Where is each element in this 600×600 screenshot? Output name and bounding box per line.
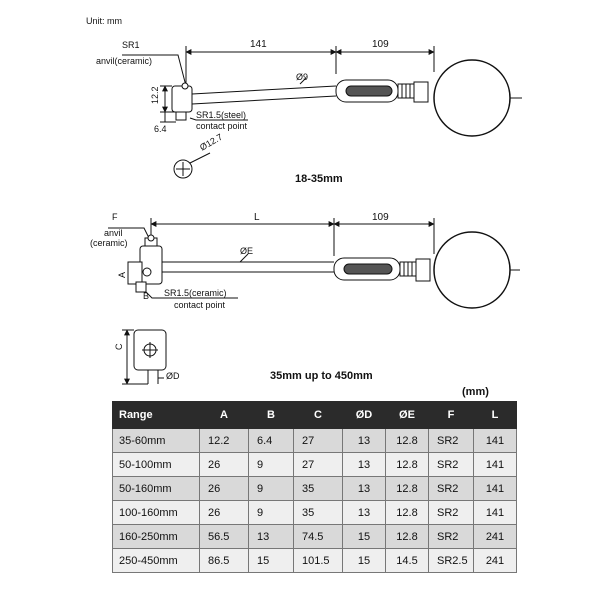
- cell-e: 12.8: [386, 477, 429, 501]
- cell-e: 12.8: [386, 453, 429, 477]
- cell-d: 13: [343, 501, 386, 525]
- dim-141-label: 141: [250, 39, 267, 50]
- unit-label: Unit: mm: [86, 16, 122, 26]
- top-grip-inner: [346, 86, 392, 96]
- bottom-head-body: [140, 246, 162, 284]
- contact-point-label-bottom: contact point: [174, 300, 226, 310]
- cell-c: 35: [294, 477, 343, 501]
- cell-b: 9: [249, 453, 294, 477]
- cell-a: 26: [200, 477, 249, 501]
- dia-e-label: ØE: [240, 246, 254, 256]
- cell-c: 27: [294, 429, 343, 453]
- a-label: A: [117, 271, 127, 278]
- dim-109-label: 109: [372, 39, 389, 50]
- cell-b: 9: [249, 501, 294, 525]
- cell-f: SR2: [429, 525, 474, 549]
- table-row: [113, 501, 517, 525]
- cell-b: 13: [249, 525, 294, 549]
- cell-range: 250-450mm: [113, 549, 200, 573]
- top-dial-holder: [414, 82, 428, 102]
- top-rod-lower: [192, 96, 336, 104]
- cell-f: SR2: [429, 477, 474, 501]
- dia-9-label: Ø9: [296, 72, 309, 82]
- cell-d: 15: [343, 549, 386, 573]
- cell-f: SR2.5: [429, 549, 474, 573]
- cell-c: 74.5: [294, 525, 343, 549]
- cell-l: 241: [474, 549, 517, 573]
- cell-l: 241: [474, 525, 517, 549]
- top-head-body: [172, 86, 192, 112]
- cell-d: 13: [343, 429, 386, 453]
- cell-l: 141: [474, 501, 517, 525]
- cell-c: 27: [294, 453, 343, 477]
- cell-a: 56.5: [200, 525, 249, 549]
- sr15-steel-label: SR1.5(steel): [196, 110, 247, 120]
- top-contact-block: [176, 112, 186, 120]
- table-header-row: [113, 402, 517, 429]
- cell-d: 13: [343, 477, 386, 501]
- dim-6-4-label: 6.4: [154, 124, 167, 134]
- dim-12-2-label: 12.2: [150, 86, 160, 104]
- cell-e: 12.8: [386, 501, 429, 525]
- cell-b: 15: [249, 549, 294, 573]
- dim-109-bottom-label: 109: [372, 212, 389, 223]
- sr1-label: SR1: [122, 40, 140, 50]
- cell-a: 26: [200, 501, 249, 525]
- bottom-dial-holder: [416, 259, 430, 281]
- cell-f: SR2: [429, 429, 474, 453]
- bottom-gauge-drawing: [108, 218, 520, 384]
- col-header-a: A: [200, 402, 249, 429]
- col-header-range: Range: [113, 402, 200, 429]
- col-header-b: B: [249, 402, 294, 429]
- cell-f: SR2: [429, 501, 474, 525]
- anvil-label-line1: anvil: [104, 228, 123, 238]
- cell-a: 12.2: [200, 429, 249, 453]
- col-header-e: ØE: [386, 402, 429, 429]
- table-row: [113, 477, 517, 501]
- dia-d-label: ØD: [166, 371, 180, 381]
- top-anvil: [182, 83, 188, 89]
- contact-point-label-top: contact point: [196, 121, 248, 131]
- cell-a: 86.5: [200, 549, 249, 573]
- cell-e: 12.8: [386, 429, 429, 453]
- col-header-d: ØD: [343, 402, 386, 429]
- anvil-ceramic-label: anvil(ceramic): [96, 56, 153, 66]
- spec-table: [112, 401, 517, 573]
- f-label: F: [112, 212, 118, 222]
- col-header-l: L: [474, 402, 517, 429]
- caption-35-450: 35mm up to 450mm: [270, 370, 373, 382]
- l-label: L: [254, 212, 260, 223]
- cell-a: 26: [200, 453, 249, 477]
- dia-12-7-label: Ø12.7: [198, 131, 225, 153]
- c-label: C: [114, 343, 124, 350]
- top-gauge-drawing: [122, 46, 522, 178]
- col-header-f: F: [429, 402, 474, 429]
- cell-e: 12.8: [386, 525, 429, 549]
- table-row: [113, 525, 517, 549]
- table-row: [113, 429, 517, 453]
- cell-c: 35: [294, 501, 343, 525]
- cell-range: 100-160mm: [113, 501, 200, 525]
- cell-b: 6.4: [249, 429, 294, 453]
- bottom-contact-block: [128, 262, 142, 284]
- top-rod-upper: [192, 86, 336, 94]
- sr15-ceramic-label: SR1.5(ceramic): [164, 288, 227, 298]
- b-label: B: [143, 291, 150, 301]
- cell-c: 101.5: [294, 549, 343, 573]
- cell-range: 50-160mm: [113, 477, 200, 501]
- cell-b: 9: [249, 477, 294, 501]
- cell-l: 141: [474, 453, 517, 477]
- cell-range: 160-250mm: [113, 525, 200, 549]
- cell-range: 50-100mm: [113, 453, 200, 477]
- top-dial-face: [434, 60, 510, 136]
- anvil-label-line2: (ceramic): [90, 238, 128, 248]
- cell-d: 13: [343, 453, 386, 477]
- cell-e: 14.5: [386, 549, 429, 573]
- bottom-grip-inner: [344, 264, 392, 274]
- bottom-dial-face: [434, 232, 510, 308]
- cell-l: 141: [474, 477, 517, 501]
- cell-l: 141: [474, 429, 517, 453]
- bottom-head-hole: [143, 268, 151, 276]
- caption-18-35: 18-35mm: [295, 173, 343, 185]
- table-unit-label: (mm): [462, 386, 489, 398]
- table-row: [113, 453, 517, 477]
- cell-f: SR2: [429, 453, 474, 477]
- table-row: [113, 549, 517, 573]
- cell-range: 35-60mm: [113, 429, 200, 453]
- cell-d: 15: [343, 525, 386, 549]
- col-header-c: C: [294, 402, 343, 429]
